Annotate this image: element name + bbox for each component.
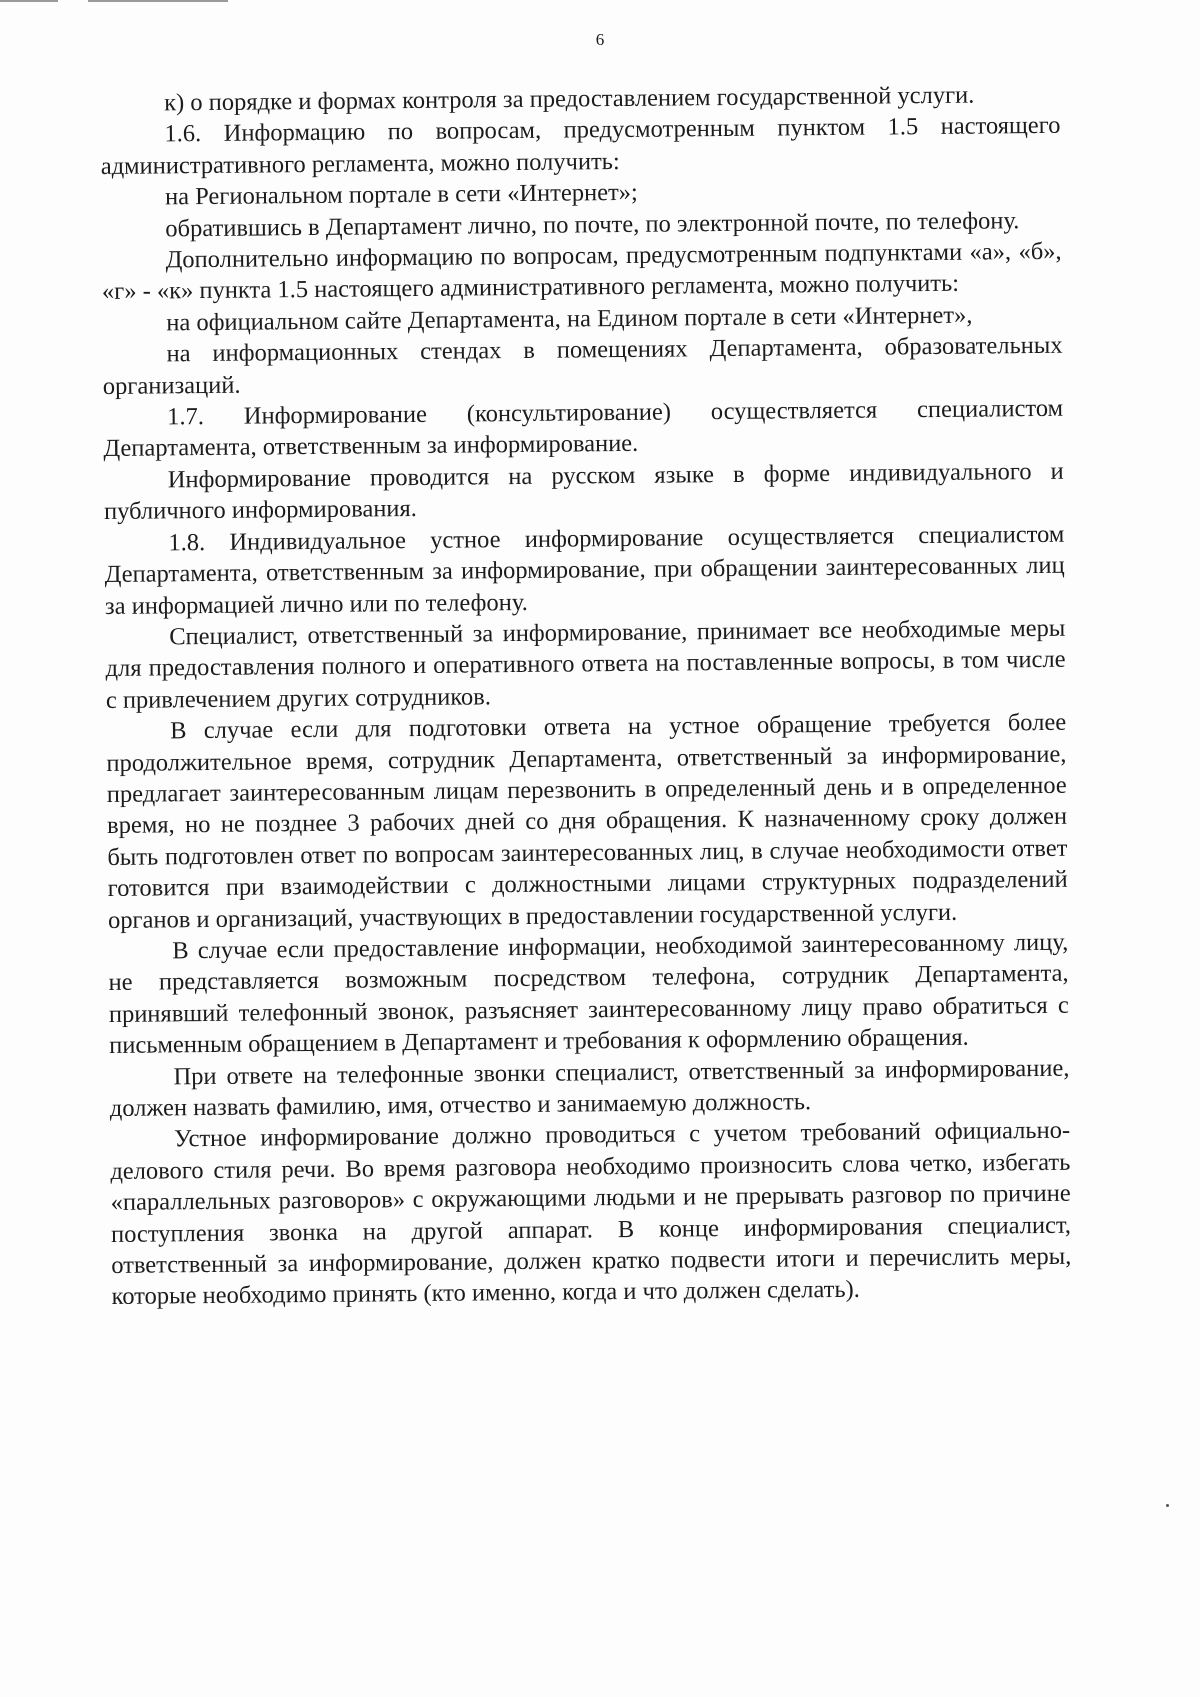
paragraph-1-8: 1.8. Индивидуальное устное информирование осуществляется специалистом Департамента, ответственным за информирование, при обращении заинтересованных лиц за информацией лично или по телефону. bbox=[104, 520, 1065, 620]
paragraph-regional-portal: на Региональном портале в сети «Интернет»; bbox=[164, 179, 638, 211]
page-number: 6 bbox=[595, 30, 605, 49]
paragraph-language: Информирование проводится на русском языке в форме индивидуального и публичного информирования. bbox=[103, 457, 1064, 526]
paragraph-additional-info: Дополнительно информацию по вопросам, предусмотренным подпунктами «а», «б», «г» - «к» пункта 1.5 настоящего административного регламента, можно получить: bbox=[101, 237, 1062, 306]
scan-edge-mark bbox=[88, 0, 228, 2]
paragraph-item-k: к) о порядке и формах контроля за предоставлением государственной услуги. bbox=[164, 81, 975, 117]
paragraph-info-stands: на информационных стендах в помещениях Департамента, образовательных организаций. bbox=[102, 332, 1063, 400]
paragraph-not-possible-by-phone: В случае если предоставление информации, необходимой заинтересованному лицу, не представляется возможным посредством телефона, сотрудник Департамента, принявший телефонный звонок, разъясняет заинтересованному лицу право обратиться с письменным обращением в Департамент и требования к оформлению обращения. bbox=[108, 928, 1069, 1060]
document-body bbox=[100, 79, 1072, 1313]
paragraph-contact-department: обратившись в Департамент лично, по почте, по электронной почте, по телефону. bbox=[165, 206, 1020, 243]
paragraph-1-6: 1.6. Информацию по вопросам, предусмотренным пунктом 1.5 настоящего административного регламента, можно получить: bbox=[100, 112, 1061, 180]
paragraph-specialist-measures: Специалист, ответственный за информирование, принимает все необходимые меры для предоставления полного и оперативного ответа на поставленные вопросы, в том числе с привлечением других сотрудников. bbox=[105, 614, 1066, 714]
scan-speck bbox=[1166, 1504, 1169, 1507]
paragraph-oral-informing-style: Устное информирование должно проводиться с учетом требований официально-делового стиля речи. Во время разговора необходимо произносить слова четко, избегать «параллельных разговоров» с окружающими людьми и не прерывать разговор по причине поступления звонка на другой аппарат. В конце информирования специалист, ответственный за информирование, должен кратко подвести итоги и перечислить меры, которые необходимо принять (кто именно, когда и что должен сделать). bbox=[110, 1117, 1072, 1311]
scan-edge-mark bbox=[0, 0, 58, 2]
paragraph-longer-time: В случае если для подготовки ответа на устное обращение требуется более продолжительное время, сотрудник Департамента, ответственный за информирование, предлагает заинтересованным лицам перезвонить в определенный день и в определенное время, но не позднее 3 рабочих дней со дня обращения. К назначенному сроку должен быть подготовлен ответ по вопросам заинтересованных лиц, в случае необходимости ответ готовится при взаимодействии с должностными лицами структурных подразделений органов и организаций, участвующих в предоставлении государственной услуги. bbox=[106, 708, 1068, 934]
paragraph-1-7: 1.7. Информирование (консультирование) осуществляется специалистом Департамента, ответственным за информирование. bbox=[103, 394, 1064, 463]
paragraph-official-site: на официальном сайте Департамента, на Едином портале в сети «Интернет», bbox=[166, 301, 973, 337]
paragraph-phone-answer: При ответе на телефонные звонки специалист, ответственный за информирование, должен назвать фамилию, имя, отчество и занимаемую должность. bbox=[109, 1054, 1070, 1122]
